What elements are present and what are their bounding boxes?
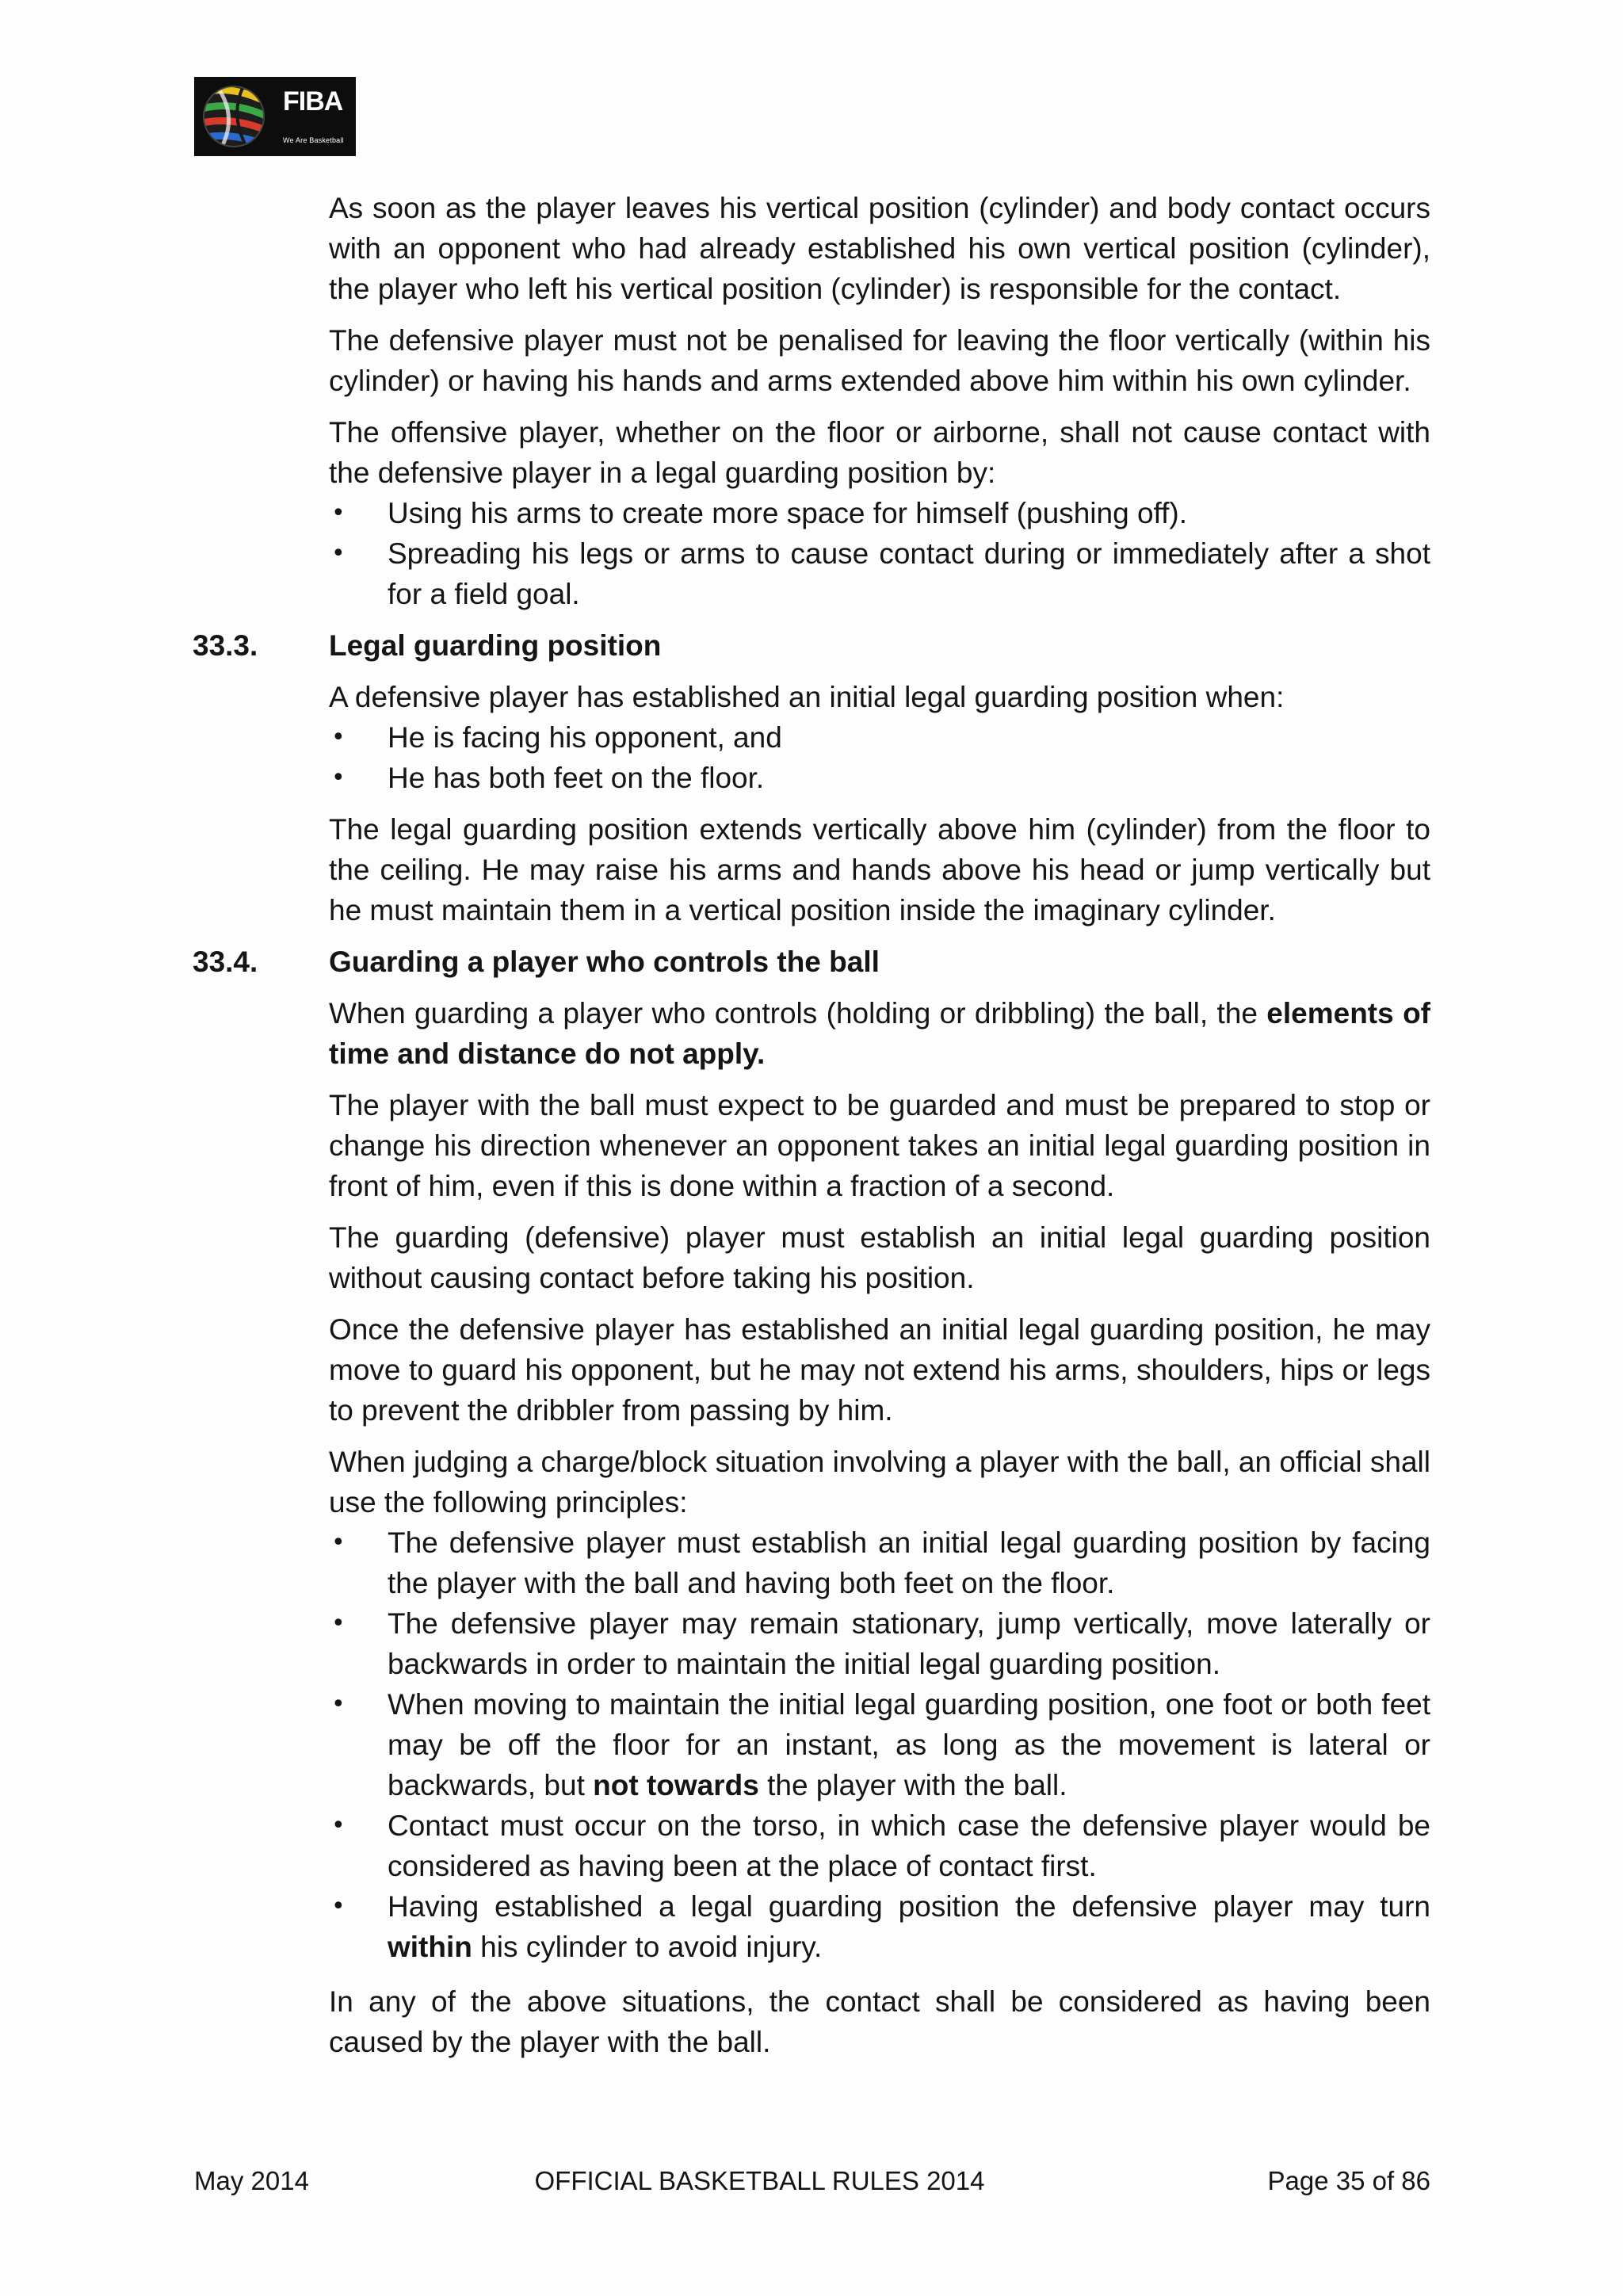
section-title: Guarding a player who controls the ball <box>329 946 880 978</box>
paragraph: Once the defensive player has established an initial legal guarding position, he may move to guard his opponent, but he may not extend his arms, shoulders, hips or legs to prevent the dribbler from passing by him. <box>329 1313 1430 1427</box>
list-item: • The defensive player must establish an initial legal guarding position by facing the player with the ball and having both feet on the floor. <box>329 1522 1430 1603</box>
list-item: • The defensive player may remain stationary, jump vertically, move laterally or backwards in order to maintain the initial legal guarding position. <box>329 1603 1430 1684</box>
bullet-list <box>329 493 1430 614</box>
bullet-list <box>329 1522 1430 1967</box>
rules-text <box>193 188 1430 2073</box>
bold-text: not towards <box>593 1769 759 1801</box>
section-number: 33.3. <box>193 629 258 662</box>
paragraph: When judging a charge/block situation involving a player with the ball, an official shall use the following principles: <box>329 1446 1430 1519</box>
text-run: the player with the ball. <box>758 1769 1067 1801</box>
basketball-icon <box>194 77 273 156</box>
list-item: • Using his arms to create more space for himself (pushing off). <box>329 493 1430 533</box>
list-item: • He has both feet on the floor. <box>329 758 1430 798</box>
paragraph: A defensive player has established an initial legal guarding position when: <box>329 681 1285 713</box>
list-item: • He is facing his opponent, and <box>329 717 1430 758</box>
section-title: Legal guarding position <box>329 629 662 662</box>
fiba-logo <box>194 77 356 156</box>
paragraph: The player with the ball must expect to be guarded and must be prepared to stop or change his direction whenever an opponent takes an initial legal guarding position in front of him, even if this is done within a fraction of a second. <box>329 1089 1430 1202</box>
paragraph: As soon as the player leaves his vertical position (cylinder) and body contact occurs with an opponent who had already established his own vertical position (cylinder), the player who left his vertical position (cylinder) is responsible for the contact. <box>329 192 1430 305</box>
list-item <box>329 1886 1430 1967</box>
section-heading-33-4 <box>193 942 1430 982</box>
list-item <box>329 1684 1430 1805</box>
text-run: When guarding a player who controls (holding or dribbling) the ball, the <box>329 997 1267 1030</box>
logo-tagline: We Are Basketball <box>283 136 344 144</box>
paragraph <box>329 993 1430 1074</box>
paragraph: The defensive player must not be penalised for leaving the floor vertically (within his cylinder) or having his hands and arms extended above him within his own cylinder. <box>329 324 1430 397</box>
text-run: When moving to maintain the initial legal guarding position, one foot or both feet may be off the floor for an instant, as long as the movement is lateral or backwards, but <box>388 1688 1430 1801</box>
list-item: • Spreading his legs or arms to cause contact during or immediately after a shot for a field goal. <box>329 533 1430 614</box>
paragraph: The guarding (defensive) player must establish an initial legal guarding position without causing contact before taking his position. <box>329 1221 1430 1294</box>
footer-date: May 2014 <box>194 2166 309 2195</box>
list-item: • Contact must occur on the torso, in which case the defensive player would be considered as having been at the place of contact first. <box>329 1805 1430 1886</box>
paragraph: The offensive player, whether on the floor or airborne, shall not cause contact with the defensive player in a legal guarding position by: <box>329 416 1430 489</box>
logo-brand-text: FIBA <box>283 86 343 117</box>
footer-title: OFFICIAL BASKETBALL RULES 2014 <box>534 2166 985 2195</box>
paragraph: In any of the above situations, the contact shall be considered as having been caused by the player with the ball. <box>329 1985 1430 2058</box>
bold-text: elements of time and distance do not apply. <box>329 997 1430 1070</box>
text-run: Having established a legal guarding position the defensive player may turn <box>388 1890 1430 1923</box>
section-heading-33-3 <box>193 625 1430 666</box>
footer-page-number: Page 35 of 86 <box>1267 2166 1430 2195</box>
bold-text: within <box>388 1931 472 1963</box>
paragraph: The legal guarding position extends vertically above him (cylinder) from the floor to the ceiling. He may raise his arms and hands above his head or jump vertically but he must maintain them in a vertical position inside the imaginary cylinder. <box>329 813 1430 926</box>
bullet-list <box>329 717 1430 798</box>
logo-wordmark <box>273 77 356 156</box>
section-number: 33.4. <box>193 946 258 978</box>
text-run: his cylinder to avoid injury. <box>472 1931 823 1963</box>
